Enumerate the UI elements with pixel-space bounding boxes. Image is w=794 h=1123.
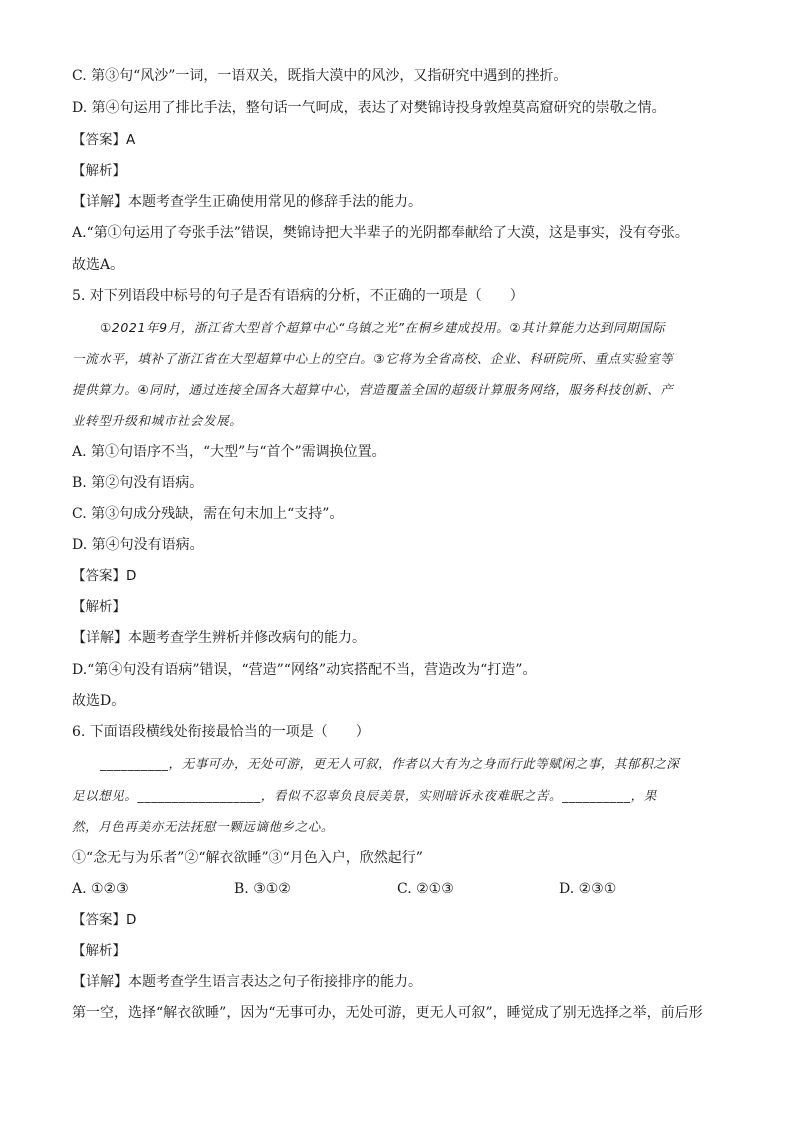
q6-option-b: B. ③①② xyxy=(234,881,291,897)
q5-option-c: C. 第③句成分残缺，需在句末加上“支持”。 xyxy=(72,506,344,522)
q5-option-a: A. 第①句语序不当，“大型”与“首个”需调换位置。 xyxy=(72,444,386,460)
q4-explanation: A.“第①句运用了夸张手法”错误，樊锦诗把大半辈子的光阴都奉献给了大漠，这是事实，没有夸张。 xyxy=(72,225,689,241)
q6-explanation: 第一空，选择“解衣欲睡”，因为“无事可办，无处可游，更无人可叙”，睡觉成了别无选择之举，前后形 xyxy=(72,1005,703,1021)
q5-option-b: B. 第②句没有语病。 xyxy=(72,475,204,491)
q4-option-c: C. 第③句“风沙”一词，一语双关，既指大漠中的风沙，又指研究中遇到的挫折。 xyxy=(72,68,568,84)
q6-analysis-label: 【解析】 xyxy=(72,943,126,959)
q6-detail: 【详解】本题考查学生语言表达之句子衔接排序的能力。 xyxy=(72,974,422,990)
q4-choice: 故选A。 xyxy=(72,257,125,273)
q5-detail: 【详解】本题考查学生辨析并修改病句的能力。 xyxy=(72,630,366,646)
q4-analysis-label: 【解析】 xyxy=(72,163,126,179)
q5-passage-line: 业转型升级和城市社会发展。 xyxy=(72,413,243,428)
q6-option-a: A. ①②③ xyxy=(72,881,129,897)
q5-stem: 5. 对下列语段中标号的句子是否有语病的分析，不正确的一项是（ ） xyxy=(72,288,524,304)
q6-items: ①“念无与为乐者”②“解衣欲睡”③“月色入户，欣然起行” xyxy=(72,850,423,866)
q4-option-d: D. 第④句运用了排比手法，整句话一气呵成，表达了对樊锦诗投身敦煌莫高窟研究的崇敬之情。 xyxy=(72,100,666,116)
q6-stem: 6. 下面语段横线处衔接最恰当的一项是（ ） xyxy=(72,724,370,740)
q6-option-c: C. ②①③ xyxy=(397,881,454,897)
q6-options xyxy=(72,879,722,899)
q5-passage-line: 一流水平，填补了浙江省在大型超算中心上的空白。③它将为全省高校、企业、科研院所、重点实验室等 xyxy=(72,351,674,366)
q6-answer: 【答案】D xyxy=(72,912,137,928)
q5-analysis-label: 【解析】 xyxy=(72,599,126,615)
q6-passage-line: 然，月色再美亦无法抚慰一颗远谪他乡之心。 xyxy=(72,819,335,834)
q5-choice: 故选D。 xyxy=(72,693,126,709)
q6-option-d: D. ②③① xyxy=(559,881,617,897)
q6-passage-line: 足以想见。__________________，看似不忍辜负良辰美景，实则暗诉永夜难眠之苦。__________，果 xyxy=(72,788,657,803)
q5-option-d: D. 第④句没有语病。 xyxy=(72,537,204,553)
q4-detail: 【详解】本题考查学生正确使用常见的修辞手法的能力。 xyxy=(72,194,422,210)
q5-answer: 【答案】D xyxy=(72,568,137,584)
q5-explanation: D.“第④句没有语病”错误，“营造”“网络”动宾搭配不当，营造改为“打造”。 xyxy=(72,662,537,678)
q6-passage-line: __________，无事可办，无处可游，更无人可叙，作者以大有为之身而行此等赋闲之事，其郁积之深 xyxy=(100,756,680,771)
q5-passage-line: 提供算力。④同时，通过连接全国各大超算中心，营造覆盖全国的超级计算服务网络，服务科技创新、产 xyxy=(72,382,674,397)
q4-answer: 【答案】A xyxy=(72,132,136,148)
q5-passage-line: ①2021年9月，浙江省大型首个超算中心“乌镇之光”在桐乡建成投用。②其计算能力达到同期国际 xyxy=(100,320,666,335)
